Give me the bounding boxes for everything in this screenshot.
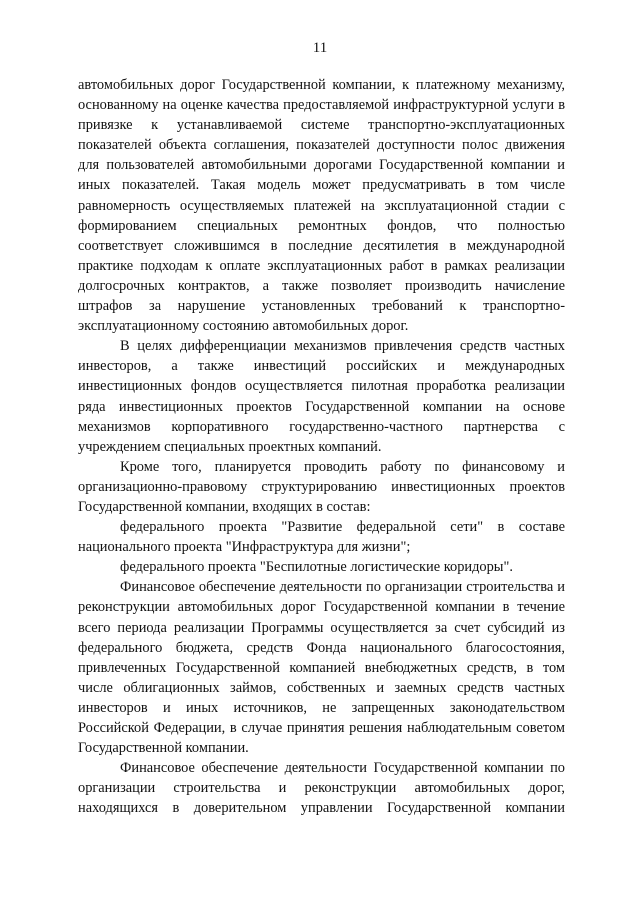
paragraph-financing-sources: Финансовое обеспечение деятельности по организации строительства и реконструкции автомобильных дорог Государственной компании в течение всего периода реализации Программы осуществляется за счет субсидий из федерального бюджета, средств Фонда национального благосостояния, привлеченных Государственной компанией внебюджетных средств, в том числе облигационных займов, собственных и заемных средств частных инвесторов и иных источников, не запрещенных законодательством Российской Федерации, в случае принятия решения наблюдательным советом Государственной компании.	[78, 579, 565, 757]
paragraph-payment-mechanism: автомобильных дорог Государственной компании, к платежному механизму, основанному на оценке качества предоставляемой инфраструктурной услуги в привязке к устанавливаемой системе транспортно-эксплуатационных показателей объекта соглашения, показателей доступности полос движения для пользователей автомобильными дорогами Государственной компании и иных показателей. Такая модель может предусматривать в том числе равномерность осуществляемых платежей на эксплуатационной стадии с формированием специальных ремонтных фондов, что полностью соответствует сложившимся в последние десятилетия в международной практике подходам к оплате эксплуатационных работ в рамках реализации долгосрочных контрактов, а также позволяет производить начисление штрафов за нарушение установленных требований к транспортно-эксплуатационному состоянию автомобильных дорог.	[78, 77, 565, 335]
paragraph-federal-network-project: федерального проекта "Развитие федеральной сети" в составе национального проекта "Инфраструктура для жизни";	[78, 519, 565, 556]
paragraph-private-investors: В целях дифференциации механизмов привлечения средств частных инвесторов, а также инвестиций российских и международных инвестиционных фондов осуществляется пилотная проработка реализации ряда инвестиционных проектов Государственной компании на основе механизмов корпоративного государственно-частного партнерства с учреждением специальных проектных компаний.	[78, 338, 565, 455]
paragraph-structuring: Кроме того, планируется проводить работу по финансовому и организационно-правовому структурированию инвестиционных проектов Государственной компании, входящих в состав:	[78, 458, 565, 515]
document-body	[78, 75, 565, 818]
paragraph-trust-management-financing: Финансовое обеспечение деятельности Государственной компании по организации строительства и реконструкции автомобильных дорог, находящихся в доверительном управлении Государственной компании	[78, 760, 565, 817]
paragraph-unmanned-corridors-project: федерального проекта "Беспилотные логистические коридоры".	[120, 559, 513, 576]
page-number: 11	[312, 40, 328, 56]
